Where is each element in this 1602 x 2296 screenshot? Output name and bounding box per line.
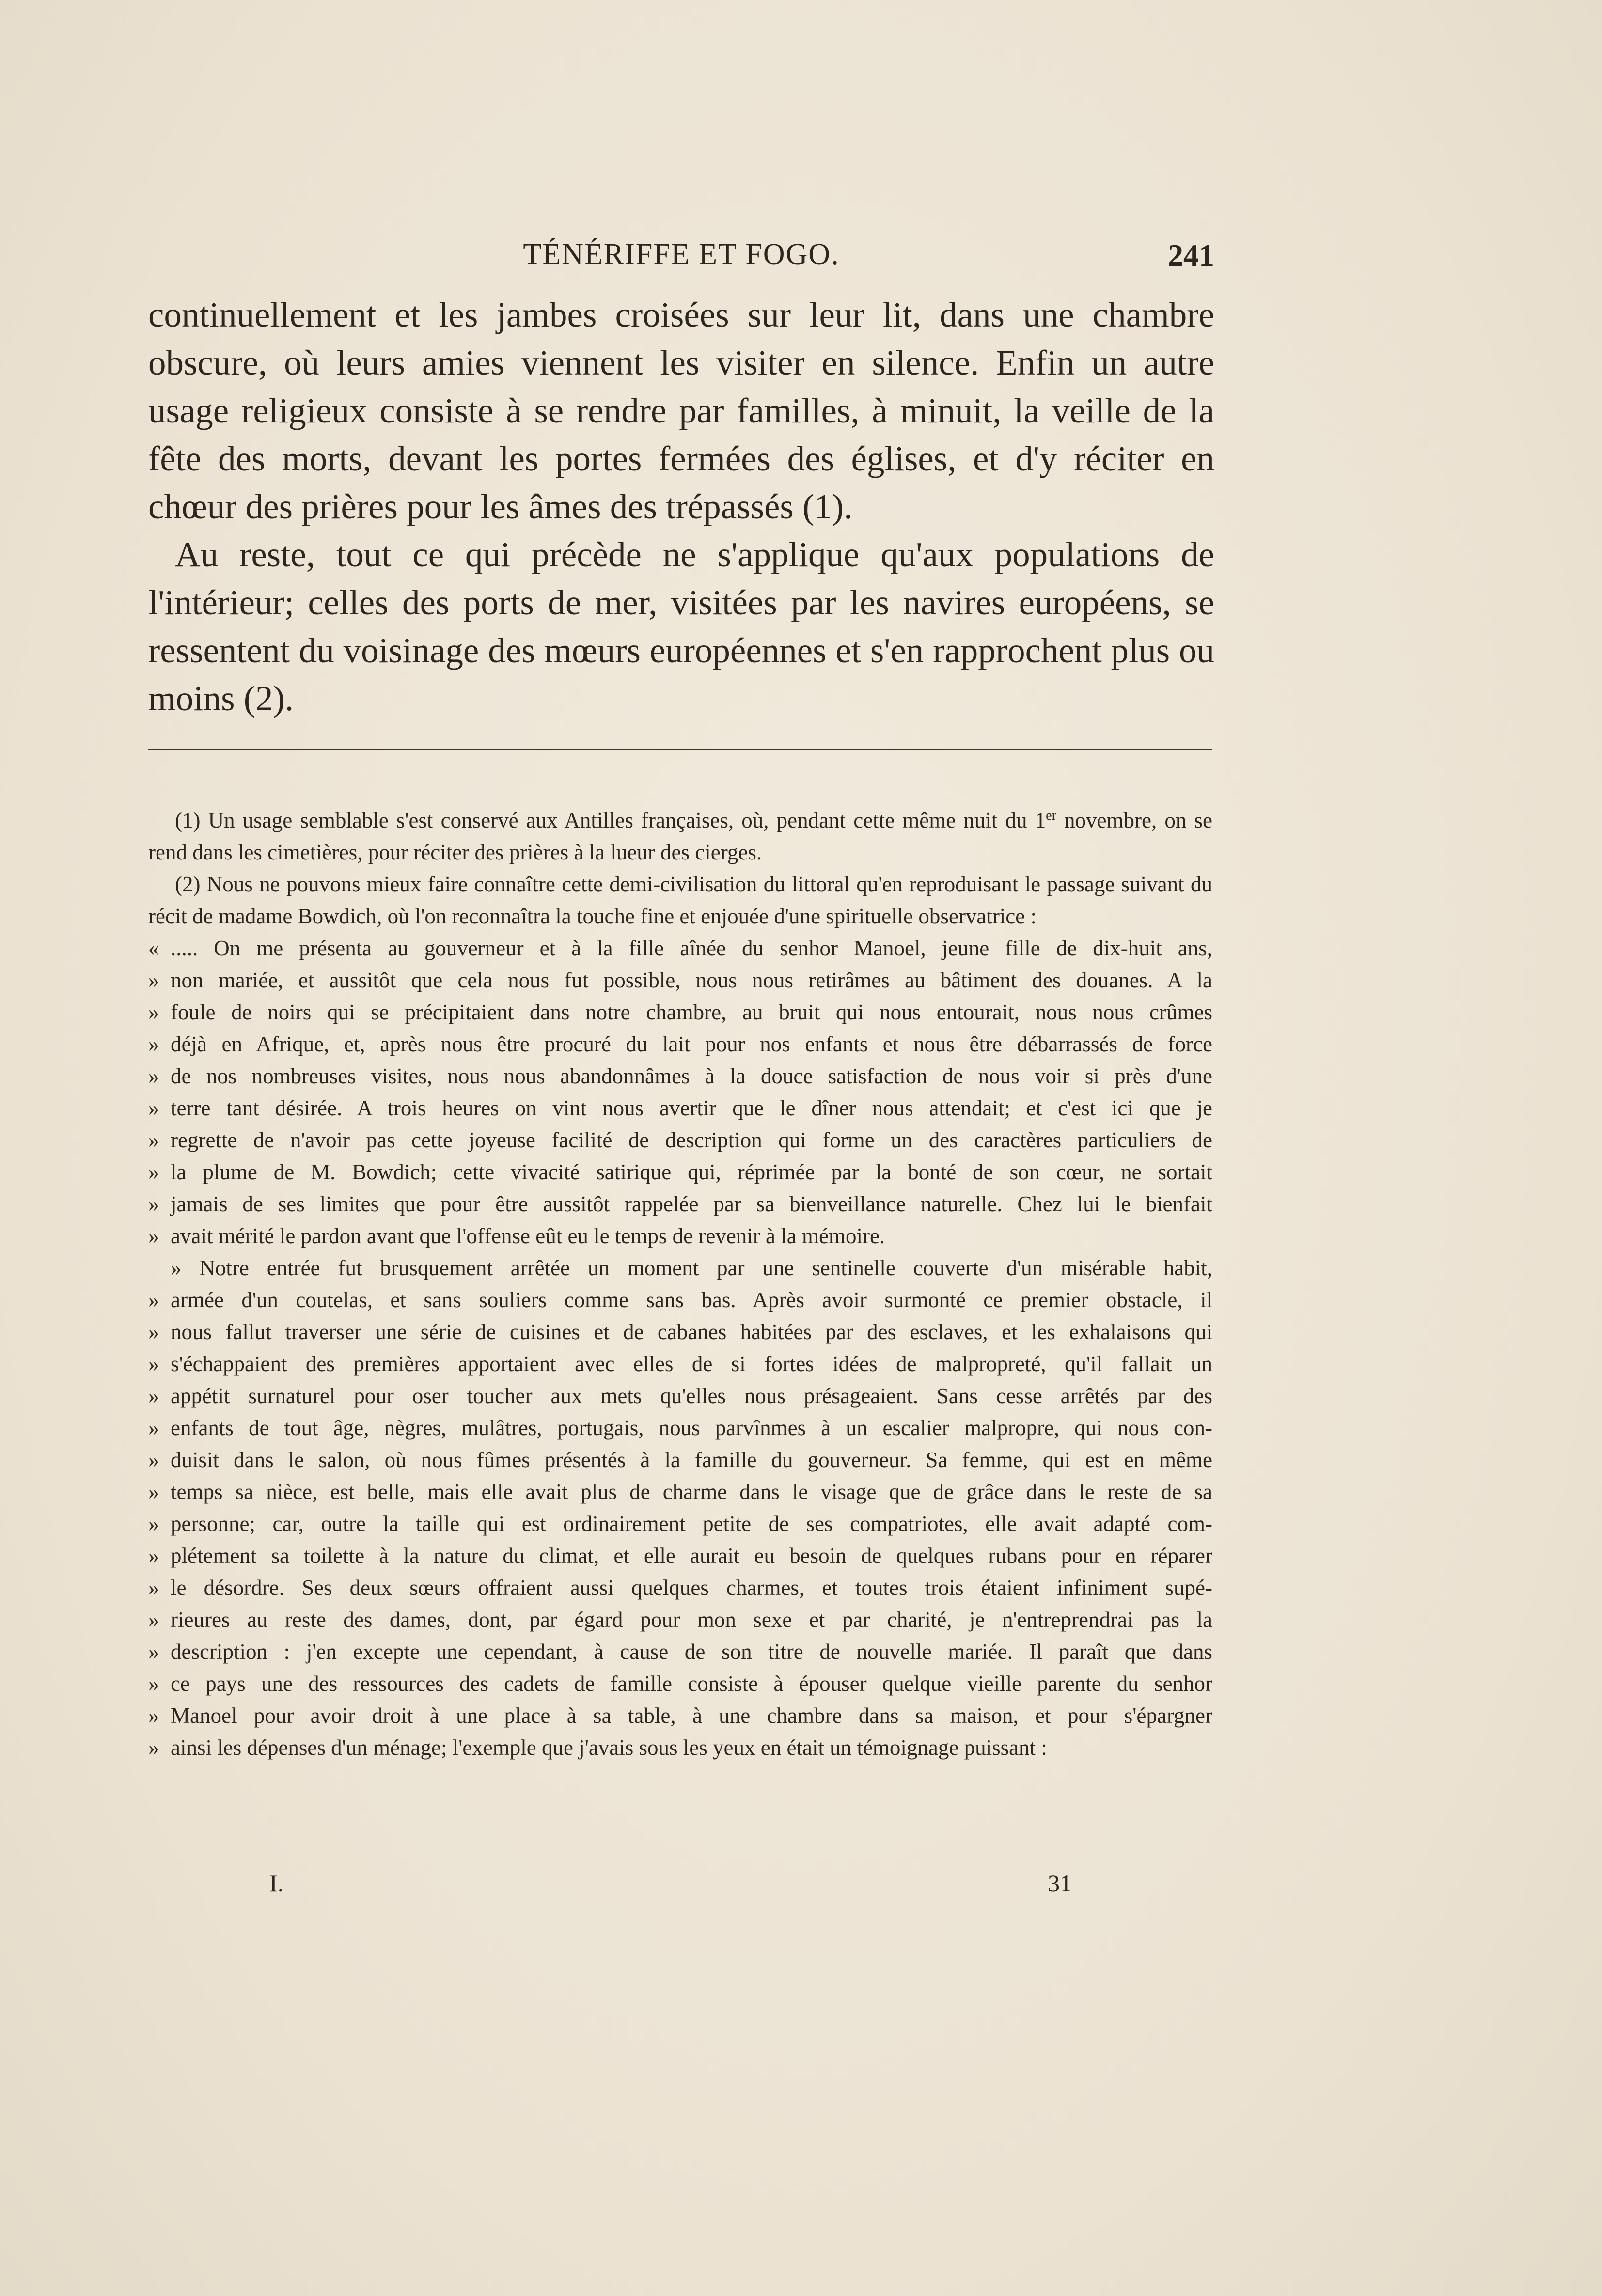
quote-line — [148, 1028, 1212, 1060]
quote-line — [148, 1092, 1212, 1124]
signature-mark: I. — [269, 1870, 284, 1897]
page-header — [148, 237, 1214, 281]
quote-line — [148, 1732, 1212, 1764]
quotation-mark: » — [148, 1224, 159, 1248]
quote-line-text: enfants de tout âge, nègres, mulâtres, portugais, nous parvînmes à un escalier malpropre, qui nous con- — [171, 1416, 1212, 1440]
quotation-mark: » — [148, 1320, 159, 1344]
quote-line — [148, 996, 1212, 1028]
footnote-2: (2) Nous ne pouvons mieux faire connaître cette demi-civilisation du littoral qu'en reproduisant le passage suivant du récit de madame Bowdich, où l'on reconnaîtra la touche fine et enjouée d'une spirituelle observatrice : — [148, 872, 1212, 928]
quote-line-text: description : j'en excepte une cependant, à cause de son titre de nouvelle mariée. Il paraît que dans — [171, 1640, 1212, 1664]
quotation-mark: » — [148, 1640, 159, 1664]
quote-line-text: foule de noirs qui se précipitaient dans notre chambre, au bruit qui nous entourait, nous nous crûmes — [171, 1000, 1212, 1024]
quotation-mark: » — [148, 1608, 159, 1632]
quote-line-text: la plume de M. Bowdich; cette vivacité satirique qui, réprimée par la bonté de son cœur, ne sortait — [171, 1160, 1212, 1184]
quotation-mark: » — [148, 968, 159, 992]
quotation-mark: » — [148, 1512, 159, 1536]
running-title: TÉNÉRIFFE ET FOGO. — [523, 238, 840, 271]
page-footer — [148, 1869, 1212, 1908]
quote-line — [148, 1284, 1212, 1316]
quote-line-text: non mariée, et aussitôt que cela nous fut possible, nous nous retirâmes au bâtiment des douanes. A la — [171, 968, 1212, 992]
quote-line — [148, 1540, 1212, 1572]
quote-line-text: jamais de ses limites que pour être aussitôt rappelée par sa bienveillance naturelle. Chez lui le bienfait — [171, 1192, 1212, 1216]
quote-line — [148, 1316, 1212, 1348]
quote-line-text: » Notre entrée fut brusquement arrêtée un moment par une sentinelle couverte d'un misérable habit, — [171, 1256, 1212, 1280]
quotation-mark: » — [148, 1416, 159, 1440]
quote-line-text: ..... On me présenta au gouverneur et à la fille aînée du senhor Manoel, jeune fille de dix-huit ans, — [171, 936, 1212, 960]
quote-line-text: personne; car, outre la taille qui est ordinairement petite de ses compatriotes, elle avait adapté com- — [171, 1512, 1212, 1536]
body-paragraph-1: continuellement et les jambes croisées sur leur lit, dans une chambre obscure, où leurs amies viennent les visiter en silence. Enfin un autre usage religieux consiste à se rendre par familles, à minuit, la veille de la fête des morts, devant les portes fermées des églises, et d'y réciter en chœur des prières pour les âmes des trépassés (1). — [148, 295, 1214, 526]
quotation-mark: » — [148, 1000, 159, 1024]
quote-line-text: appétit surnaturel pour oser toucher aux mets qu'elles nous présageaient. Sans cesse arrêtés par des — [171, 1384, 1212, 1408]
quote-line — [148, 1636, 1212, 1668]
quote-line — [148, 1476, 1212, 1508]
quote-line — [148, 1252, 1212, 1284]
footnotes — [148, 804, 1212, 1764]
quote-line-text: temps sa nièce, est belle, mais elle avait plus de charme dans le visage que de grâce dans le reste de sa — [171, 1480, 1212, 1504]
quotation-mark: » — [148, 1352, 159, 1376]
quote-line — [148, 1188, 1212, 1220]
quote-line-text: le désordre. Ses deux sœurs offraient aussi quelques charmes, et toutes trois étaient infiniment supé- — [171, 1576, 1212, 1600]
quotation-mark: » — [148, 1064, 159, 1088]
quote-line — [148, 1380, 1212, 1412]
quote-line — [148, 1156, 1212, 1188]
footnote-1: (1) Un usage semblable s'est conservé aux Antilles françaises, où, pendant cette même nuit du 1er novembre, on se rend dans les cimetières, pour réciter des prières à la lueur des cierges. — [148, 808, 1213, 864]
quote-line-text: Manoel pour avoir droit à une place à sa table, à une chambre dans sa maison, et pour s'épargner — [171, 1703, 1212, 1728]
quote-line — [148, 1572, 1212, 1604]
quotation-mark: » — [148, 1576, 159, 1600]
quotation-mark: » — [148, 1288, 159, 1312]
quote-line — [148, 1348, 1212, 1380]
quotation-mark: » — [148, 1448, 159, 1472]
quote-line — [148, 1604, 1212, 1636]
quote-line-text: déjà en Afrique, et, après nous être procuré du lait pour nos enfants et nous être débarrassés de force — [171, 1032, 1212, 1056]
quote-line — [148, 964, 1212, 996]
page-number: 241 — [1168, 238, 1214, 272]
quote-line-text: nous fallut traverser une série de cuisines et de cabanes habitées par des esclaves, et les exhalaisons qui — [171, 1320, 1212, 1344]
body-paragraph-2: Au reste, tout ce qui précède ne s'applique qu'aux populations de l'intérieur; celles des ports de mer, visitées par les navires européens, se ressentent du voisinage des mœurs européennes et s'en rapprochent plus ou moins (2). — [148, 535, 1214, 718]
quote-line — [148, 1700, 1212, 1732]
footnote-separator-rule — [148, 749, 1212, 750]
quotation-mark: » — [148, 1032, 159, 1056]
quotation-mark: » — [148, 1160, 159, 1184]
quote-line — [148, 1124, 1212, 1156]
quotation-mark: » — [148, 1480, 159, 1504]
quotation-mark: » — [148, 1703, 159, 1728]
quote-line — [148, 1668, 1212, 1700]
quotation-mark: « — [148, 936, 159, 960]
quote-line-text: de nos nombreuses visites, nous nous abandonnâmes à la douce satisfaction de nous voir si près d'une — [171, 1064, 1212, 1088]
quote-line-text: terre tant désirée. A trois heures on vint nous avertir que le dîner nous attendait; et c'est ici que je — [171, 1096, 1212, 1120]
quotation-mark: » — [148, 1192, 159, 1216]
quotation-mark: » — [148, 1096, 159, 1120]
quote-line — [148, 1060, 1212, 1092]
quotation-mark: » — [148, 1671, 159, 1696]
quote-line-text: plétement sa toilette à la nature du climat, et elle aurait eu besoin de quelques rubans pour en réparer — [171, 1544, 1212, 1568]
quote-line-text: ainsi les dépenses d'un ménage; l'exemple que j'avais sous les yeux en était un témoignage puissant : — [171, 1735, 1047, 1760]
quotation-mark: » — [148, 1384, 159, 1408]
quote-line — [148, 1220, 1212, 1252]
quote-line-text: regrette de n'avoir pas cette joyeuse facilité de description qui forme un des caractères particuliers de — [171, 1128, 1212, 1152]
quote-line — [148, 932, 1212, 964]
quotation-mark: » — [148, 1735, 159, 1760]
quote-line — [148, 1412, 1212, 1444]
quotation-mark: » — [148, 1544, 159, 1568]
quoted-passage — [148, 932, 1212, 1764]
quote-line-text: s'échappaient des premières apportaient avec elles de si fortes idées de malpropreté, qu'il fallait un — [171, 1352, 1212, 1376]
quote-line-text: ce pays une des ressources des cadets de famille consiste à épouser quelque vieille parente du senhor — [171, 1671, 1212, 1696]
quote-line-text: duisit dans le salon, où nous fûmes présentés à la famille du gouverneur. Sa femme, qui est en même — [171, 1448, 1212, 1472]
quote-line-text: rieures au reste des dames, dont, par égard pour mon sexe et par charité, je n'entreprendrai pas la — [171, 1608, 1212, 1632]
sheet-number: 31 — [1048, 1870, 1072, 1897]
quote-line-text: avait mérité le pardon avant que l'offense eût eu le temps de revenir à la mémoire. — [171, 1224, 885, 1248]
quote-line — [148, 1444, 1212, 1476]
quotation-mark: » — [148, 1128, 159, 1152]
main-text — [148, 291, 1214, 722]
quote-line-text: armée d'un coutelas, et sans souliers comme sans bas. Après avoir surmonté ce premier obstacle, il — [171, 1288, 1212, 1312]
quote-line — [148, 1508, 1212, 1540]
